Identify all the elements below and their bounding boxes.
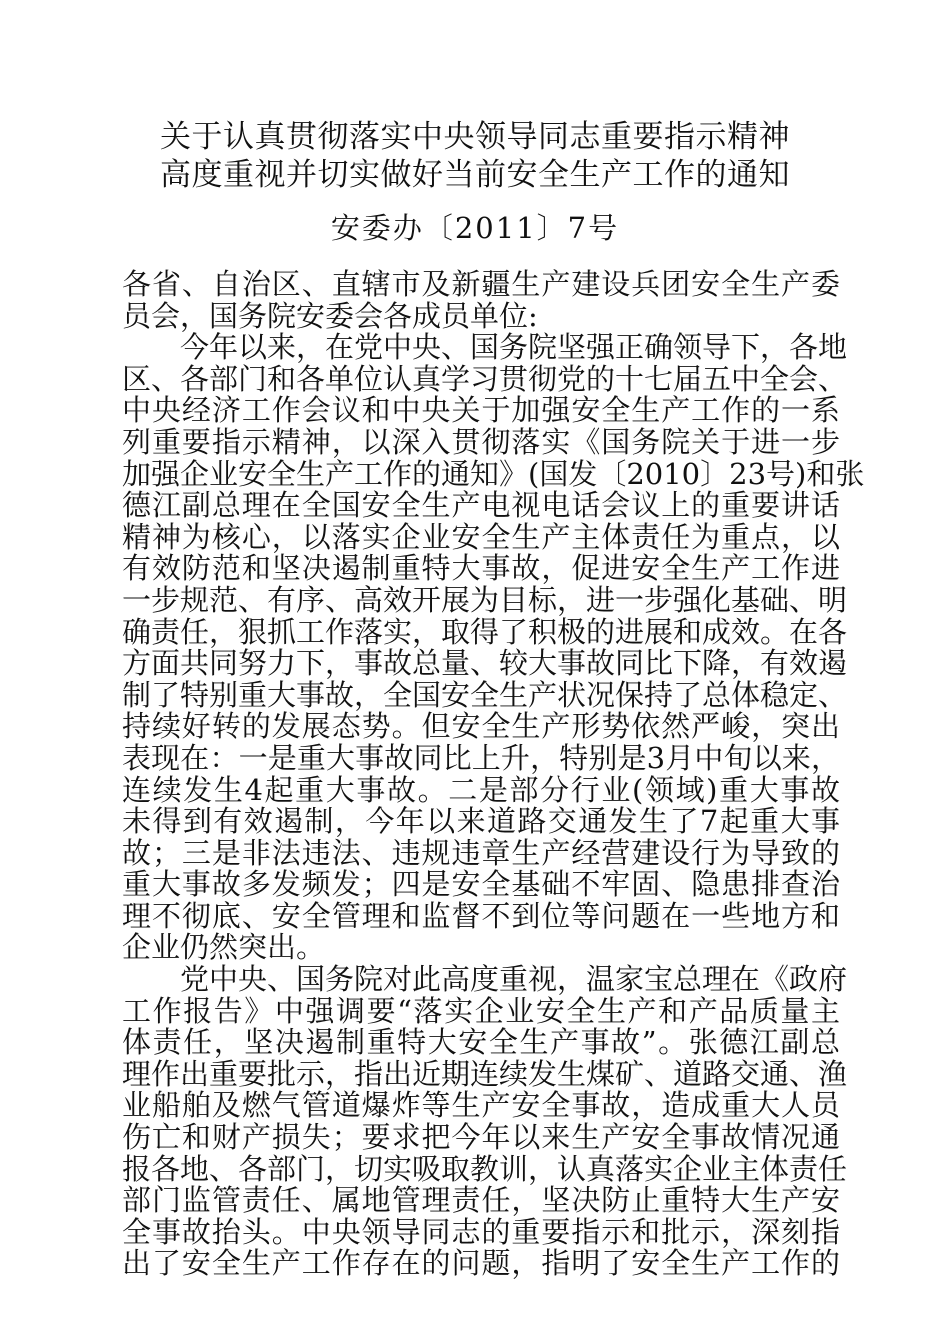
body-line: 有效防范和坚决遏制重特大事故，促进安全生产工作进 bbox=[122, 551, 840, 586]
body-line: 一步规范、有序、高效开展为目标，进一步强化基础、明 bbox=[122, 582, 848, 617]
body-line: 加强企业安全生产工作的通知》(国发〔2010〕23号)和张 bbox=[122, 456, 865, 491]
body-line: 确责任，狠抓工作落实，取得了积极的进展和成效。在各 bbox=[122, 614, 848, 649]
document-title bbox=[0, 118, 950, 194]
body-line: 全事故抬头。中央领导同志的重要指示和批示，深刻指 bbox=[122, 1214, 840, 1249]
body-line: 各省、自治区、直辖市及新疆生产建设兵团安全生产委 bbox=[122, 267, 840, 301]
body-line: 未得到有效遏制，今年以来道路交通发生了7起重大事 bbox=[122, 804, 840, 839]
body-line: 党中央、国务院对此高度重视，温家宝总理在《政府 bbox=[180, 962, 848, 997]
body-line: 业船舶及燃气管道爆炸等生产安全事故，造成重大人员 bbox=[122, 1088, 840, 1123]
body-line: 中央经济工作会议和中央关于加强安全生产工作的一系 bbox=[122, 393, 840, 428]
body-line: 出了安全生产工作存在的问题，指明了安全生产工作的 bbox=[122, 1246, 840, 1281]
body-line: 故；三是非法违法、违规违章生产经营建设行为导致的 bbox=[122, 835, 840, 870]
body-line: 企业仍然突出。 bbox=[122, 930, 326, 965]
body-line: 理作出重要批示，指出近期连续发生煤矿、道路交通、渔 bbox=[122, 1056, 848, 1091]
body-line: 连续发生4起重大事故。二是部分行业(领域)重大事故 bbox=[122, 772, 840, 807]
body-line: 列重要指示精神，以深入贯彻落实《国务院关于进一步 bbox=[122, 424, 840, 459]
body-line: 方面共同努力下，事故总量、较大事故同比下降，有效遏 bbox=[122, 646, 848, 681]
title-line-2: 高度重视并切实做好当前安全生产工作的通知 bbox=[160, 157, 790, 193]
title-line-1: 关于认真贯彻落实中央领导同志重要指示精神 bbox=[160, 119, 790, 155]
body-line: 今年以来，在党中央、国务院坚强正确领导下，各地 bbox=[180, 330, 848, 365]
body-line: 表现在：一是重大事故同比上升，特别是3月中旬以来， bbox=[122, 740, 840, 775]
body-line: 理不彻底、安全管理和监督不到位等问题在一些地方和 bbox=[122, 898, 840, 933]
body-line: 重大事故多发频发；四是安全基础不牢固、隐患排查治 bbox=[122, 867, 840, 902]
body-line: 员会，国务院安委会各成员单位: bbox=[122, 298, 538, 333]
document-number: 安委办〔2011〕7号 bbox=[330, 211, 620, 245]
body-line: 工作报告》中强调要“落实企业安全生产和产品质量主 bbox=[122, 993, 840, 1028]
body-line: 制了特别重大事故，全国安全生产状况保持了总体稳定、 bbox=[122, 677, 848, 712]
body-line: 部门监管责任、属地管理责任，坚决防止重特大生产安 bbox=[122, 1183, 840, 1218]
body-line: 区、各部门和各单位认真学习贯彻党的十七届五中全会、 bbox=[122, 361, 848, 396]
body-line: 伤亡和财产损失；要求把今年以来生产安全事故情况通 bbox=[122, 1120, 840, 1155]
body-line: 报各地、各部门，切实吸取教训，认真落实企业主体责任 bbox=[122, 1151, 848, 1186]
document-body bbox=[122, 267, 865, 1281]
body-line: 持续好转的发展态势。但安全生产形势依然严峻，突出 bbox=[122, 709, 840, 744]
body-line: 德江副总理在全国安全生产电视电话会议上的重要讲话 bbox=[122, 488, 840, 523]
body-line: 体责任，坚决遏制重特大安全生产事故”。张德江副总 bbox=[122, 1025, 840, 1060]
body-line: 精神为核心，以落实企业安全生产主体责任为重点，以 bbox=[122, 519, 840, 554]
